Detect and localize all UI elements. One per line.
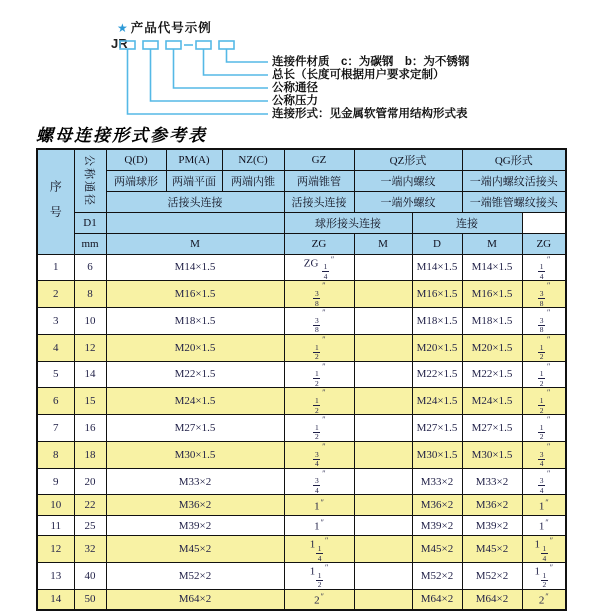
header-qz-sub2: 一端外螺纹 xyxy=(354,191,462,212)
diagram-label-diameter: 公称通径 xyxy=(272,82,318,94)
cell-m: M39×2 xyxy=(106,515,284,536)
cell-qg-zg: 1 $\frac{1}{4}$ ″ xyxy=(522,536,566,563)
header-qg-sub1: 一端内螺纹活接头 xyxy=(462,170,566,191)
cell-qg-zg: 1″ xyxy=(522,495,566,516)
header-mm: mm xyxy=(74,233,106,254)
code-box-5 xyxy=(219,41,234,49)
code-box-2 xyxy=(143,41,158,49)
cell-qg-zg: $\frac{1}{2}$ ″ xyxy=(522,388,566,415)
table-row xyxy=(37,468,566,495)
cell-qg-zg: 1 $\frac{1}{2}$ ″ xyxy=(522,563,566,590)
cell-qz-d: M52×2 xyxy=(412,563,462,590)
header-qg-zg: ZG xyxy=(522,233,566,254)
cell-qz-d: M45×2 xyxy=(412,536,462,563)
cell-dia-mm: 14 xyxy=(74,361,106,388)
cell-qg-zg: $\frac{1}{2}$ ″ xyxy=(522,415,566,442)
table-row xyxy=(37,515,566,536)
cell-qg-m: M39×2 xyxy=(462,515,522,536)
cell-dia-mm: 22 xyxy=(74,495,106,516)
cell-qz-d: M30×1.5 xyxy=(412,441,462,468)
cell-qg-zg: $\frac{3}{4}$ ″ xyxy=(522,441,566,468)
header-qz-sub1: 一端内螺纹 xyxy=(354,170,462,191)
table-row xyxy=(37,308,566,335)
cell-m: M18×1.5 xyxy=(106,308,284,335)
cell-no: 14 xyxy=(37,589,74,610)
cell-m: M33×2 xyxy=(106,468,284,495)
cell-qg-zg: $\frac{1}{2}$ ″ xyxy=(522,361,566,388)
table-row xyxy=(37,441,566,468)
cell-no: 2 xyxy=(37,281,74,308)
diagram-label-material: 连接件材质 c：为碳钢 b：为不锈钢 xyxy=(272,56,470,68)
cell-qg-m: M16×1.5 xyxy=(462,281,522,308)
cell-no: 10 xyxy=(37,495,74,516)
cell-qg-m: M52×2 xyxy=(462,563,522,590)
cell-qz-d: M14×1.5 xyxy=(412,254,462,281)
cell-dia-mm: 40 xyxy=(74,563,106,590)
cell-qg-m: M33×2 xyxy=(462,468,522,495)
cell-m: M30×1.5 xyxy=(106,441,284,468)
cell-qz-d: M27×1.5 xyxy=(412,415,462,442)
cell-qg-m: M18×1.5 xyxy=(462,308,522,335)
header-qg-row4: 连接 xyxy=(412,212,522,233)
cell-dia-mm: 20 xyxy=(74,468,106,495)
cell-gz: ZG $\frac{1}{4}$ ″ xyxy=(284,254,354,281)
diagram-label-connection: 连接形式：见金属软管常用结构形式表 xyxy=(272,108,468,120)
cell-m: M14×1.5 xyxy=(106,254,284,281)
cell-m: M36×2 xyxy=(106,495,284,516)
cell-gz: 1″ xyxy=(284,515,354,536)
cell-qg-zg: $\frac{3}{4}$ ″ xyxy=(522,468,566,495)
table-row xyxy=(37,415,566,442)
cell-qz-d: M39×2 xyxy=(412,515,462,536)
cell-qz-d: M33×2 xyxy=(412,468,462,495)
cell-qz-m xyxy=(354,589,412,610)
table-header xyxy=(37,149,566,254)
cell-qg-zg: $\frac{3}{8}$ ″ xyxy=(522,308,566,335)
cell-dia-mm: 12 xyxy=(74,334,106,361)
header-qg: QG形式 xyxy=(462,149,566,170)
table-row xyxy=(37,281,566,308)
cell-qz-m xyxy=(354,334,412,361)
cell-no: 9 xyxy=(37,468,74,495)
cell-qz-m xyxy=(354,441,412,468)
table-row xyxy=(37,495,566,516)
cell-gz: 1 $\frac{1}{4}$ ″ xyxy=(284,536,354,563)
cell-qz-d: M24×1.5 xyxy=(412,388,462,415)
table-title: 螺母连接形式参考表 xyxy=(36,126,207,146)
cell-qz-d: M36×2 xyxy=(412,495,462,516)
cell-qg-zg: $\frac{1}{4}$ ″ xyxy=(522,254,566,281)
cell-qz-d: M64×2 xyxy=(412,589,462,610)
header-qz-row4: 球形接头连接 xyxy=(284,212,412,233)
cell-m: M20×1.5 xyxy=(106,334,284,361)
cell-qz-m xyxy=(354,415,412,442)
table-row xyxy=(37,536,566,563)
header-empty-left xyxy=(106,212,284,233)
leader-line-1 xyxy=(227,49,269,62)
header-nz: NZ(C) xyxy=(222,149,284,170)
header-qg-m: M xyxy=(462,233,522,254)
cell-no: 4 xyxy=(37,334,74,361)
cell-qz-d: M22×1.5 xyxy=(412,361,462,388)
cell-dia-mm: 6 xyxy=(74,254,106,281)
cell-no: 12 xyxy=(37,536,74,563)
code-box-1 xyxy=(120,41,135,49)
cell-dia-mm: 8 xyxy=(74,281,106,308)
cell-no: 6 xyxy=(37,388,74,415)
cell-qg-m: M64×2 xyxy=(462,589,522,610)
cell-no: 5 xyxy=(37,361,74,388)
cell-qg-m: M22×1.5 xyxy=(462,361,522,388)
header-pm: PM(A) xyxy=(166,149,222,170)
cell-gz: 1 $\frac{1}{2}$ ″ xyxy=(284,563,354,590)
diagram-title-text: 产品代号示例 xyxy=(130,21,212,35)
cell-gz: 1″ xyxy=(284,495,354,516)
cell-qz-d: M20×1.5 xyxy=(412,334,462,361)
cell-qg-m: M14×1.5 xyxy=(462,254,522,281)
cell-qg-zg: 2″ xyxy=(522,589,566,610)
star-icon: ★ xyxy=(117,21,129,35)
cell-gz: $\frac{3}{4}$ ″ xyxy=(284,468,354,495)
cell-qz-m xyxy=(354,388,412,415)
table-row xyxy=(37,254,566,281)
header-serial: 序号 xyxy=(37,149,74,254)
cell-qg-m: M27×1.5 xyxy=(462,415,522,442)
header-qg-sub2: 一端锥管螺纹接头 xyxy=(462,191,566,212)
cell-qz-m xyxy=(354,361,412,388)
cell-gz: $\frac{3}{8}$ ″ xyxy=(284,281,354,308)
cell-qg-m: M30×1.5 xyxy=(462,441,522,468)
cell-qg-zg: $\frac{3}{8}$ ″ xyxy=(522,281,566,308)
code-box-4 xyxy=(196,41,211,49)
header-q: Q(D) xyxy=(106,149,166,170)
product-code-prefix: JR xyxy=(111,36,128,51)
cell-gz: $\frac{3}{8}$ ″ xyxy=(284,308,354,335)
cell-gz: $\frac{1}{2}$ ″ xyxy=(284,361,354,388)
cell-qz-m xyxy=(354,495,412,516)
cell-qz-m xyxy=(354,536,412,563)
cell-qz-d: M16×1.5 xyxy=(412,281,462,308)
cell-dia-mm: 15 xyxy=(74,388,106,415)
table-row xyxy=(37,334,566,361)
header-gz-row3: 活接头连接 xyxy=(284,191,354,212)
cell-qg-m: M36×2 xyxy=(462,495,522,516)
cell-dia-mm: 18 xyxy=(74,441,106,468)
cell-qz-m xyxy=(354,308,412,335)
cell-gz: $\frac{1}{2}$ ″ xyxy=(284,334,354,361)
cell-m: M52×2 xyxy=(106,563,284,590)
header-nz-sub: 两端内锥 xyxy=(222,170,284,191)
cell-qg-zg: 1″ xyxy=(522,515,566,536)
header-q-sub: 两端球形 xyxy=(106,170,166,191)
table-row xyxy=(37,361,566,388)
cell-no: 8 xyxy=(37,441,74,468)
header-union-connection: 活接头连接 xyxy=(106,191,284,212)
diagram-label-pressure: 公称压力 xyxy=(272,95,318,107)
cell-no: 7 xyxy=(37,415,74,442)
cell-gz: $\frac{1}{2}$ ″ xyxy=(284,388,354,415)
leader-line-3 xyxy=(174,49,269,88)
cell-m: M16×1.5 xyxy=(106,281,284,308)
cell-dia-mm: 10 xyxy=(74,308,106,335)
cell-dia-mm: 50 xyxy=(74,589,106,610)
cell-no: 1 xyxy=(37,254,74,281)
header-unit-zg: ZG xyxy=(284,233,354,254)
table-row xyxy=(37,589,566,610)
cell-qz-m xyxy=(354,468,412,495)
cell-m: M45×2 xyxy=(106,536,284,563)
header-qz: QZ形式 xyxy=(354,149,462,170)
nut-connection-reference-table xyxy=(36,148,567,611)
cell-dia-mm: 32 xyxy=(74,536,106,563)
cell-qz-m xyxy=(354,515,412,536)
cell-qg-zg: $\frac{1}{2}$ ″ xyxy=(522,334,566,361)
leader-line-5 xyxy=(128,49,269,114)
cell-qg-m: M45×2 xyxy=(462,536,522,563)
cell-qg-m: M20×1.5 xyxy=(462,334,522,361)
cell-m: M27×1.5 xyxy=(106,415,284,442)
cell-qz-d: M18×1.5 xyxy=(412,308,462,335)
header-pm-sub: 两端平面 xyxy=(166,170,222,191)
cell-no: 3 xyxy=(37,308,74,335)
cell-dia-mm: 25 xyxy=(74,515,106,536)
cell-no: 13 xyxy=(37,563,74,590)
header-d1: D1 xyxy=(74,212,106,233)
cell-dia-mm: 16 xyxy=(74,415,106,442)
header-qz-m: M xyxy=(354,233,412,254)
header-gz: GZ xyxy=(284,149,354,170)
cell-m: M64×2 xyxy=(106,589,284,610)
cell-m: M24×1.5 xyxy=(106,388,284,415)
code-box-3 xyxy=(166,41,181,49)
table-row xyxy=(37,563,566,590)
cell-no: 11 xyxy=(37,515,74,536)
cell-qz-m xyxy=(354,254,412,281)
cell-m: M22×1.5 xyxy=(106,361,284,388)
header-gz-sub: 两端锥管 xyxy=(284,170,354,191)
header-nominal-diameter: 公称通径 xyxy=(74,149,106,212)
cell-qg-m: M24×1.5 xyxy=(462,388,522,415)
header-unit-m: M xyxy=(106,233,284,254)
table-row xyxy=(37,388,566,415)
cell-qz-m xyxy=(354,281,412,308)
header-qz-d: D xyxy=(412,233,462,254)
diagram-label-length: 总长（长度可根据用户要求定制） xyxy=(272,69,445,81)
cell-qz-m xyxy=(354,563,412,590)
table-body xyxy=(37,254,566,610)
cell-gz: 2″ xyxy=(284,589,354,610)
cell-gz: $\frac{3}{4}$ ″ xyxy=(284,441,354,468)
cell-gz: $\frac{1}{2}$ ″ xyxy=(284,415,354,442)
